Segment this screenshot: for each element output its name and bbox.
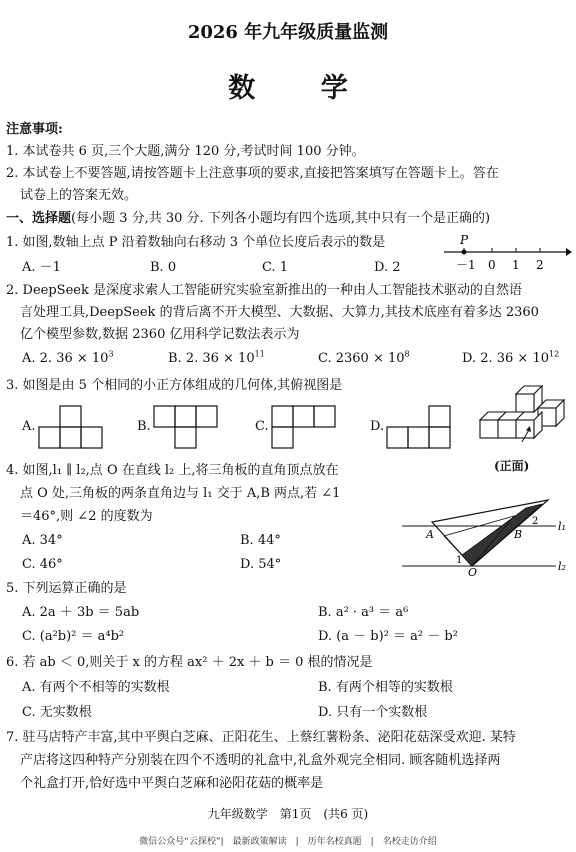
q6-option-d: D. 只有一个实数根 [318, 705, 428, 720]
q4-option-c: C. 46° [22, 557, 63, 572]
notice-item-2-line1: 2. 本试卷上不要答题,请按答题卡上注意事项的要求,直接把答案填写在答题卡上。答在 [6, 166, 499, 181]
section-heading [6, 210, 490, 227]
section-title: 一、选择题 [6, 211, 72, 226]
question-7-line3: 个礼盒打开,恰好选中平舆白芝麻和泌阳花菇的概率是 [20, 776, 324, 791]
subject-title: 数 学 [228, 73, 376, 104]
q1-option-c: C. 1 [262, 260, 289, 275]
source-watermark: 微信公众号“云探校”| 最新政策解读 | 历年名校真题 | 名校走访介绍 [139, 837, 437, 847]
q5-option-d: D. (a － b)² ＝ a² － b² [318, 629, 458, 644]
q5-option-a: A. 2a ＋ 3b ＝ 5ab [22, 605, 140, 620]
question-2-line1: 2. DeepSeek 是深度求索人工智能研究实验室新推出的一种由人工智能技术驱动的自然语 [6, 283, 522, 298]
q3-option-c-figure [271, 404, 337, 450]
q2-option-c: C. $2360 \times 10^8$ [318, 349, 410, 366]
label-angle-2: 2 [532, 516, 539, 527]
point-p-dot [462, 250, 467, 255]
q3-option-d-figure [386, 404, 452, 450]
q5-option-c: C. (a²b)² ＝ a⁴b² [22, 629, 125, 644]
q3-option-b-label: B. [137, 419, 151, 434]
question-2-line2: 言处理工具,DeepSeek 的背后离不开大模型、大数据、大算力,其技术底座有着多达 2360 [20, 305, 539, 320]
label-b: B [514, 528, 523, 541]
question-4-line1: 4. 如图,l₁ ∥ l₂,点 O 在直线 l₂ 上,将三角板的直角顶点放在 [6, 463, 339, 478]
q2-option-b: B. 2. $36 \times 10^{11}$ [168, 349, 265, 366]
question-1-text: 1. 如图,数轴上点 P 沿着数轴向右移动 3 个单位长度后表示的数是 [6, 235, 386, 250]
question-6-text: 6. 若 ab ＜ 0,则关于 x 的方程 ax² ＋ 2x ＋ b ＝ 0 根的情况是 [6, 655, 373, 670]
exam-title: 2026 年九年级质量监测 [187, 22, 389, 43]
label-l2: l₂ [558, 560, 566, 573]
q3-solid-figure [478, 380, 572, 448]
number-line-arrow [566, 248, 572, 256]
section-instructions: (每小题 3 分,共 30 分. 下列各小题均有四个选项,其中只有一个是正确的) [71, 211, 491, 226]
question-4-line3: ＝46°,则 ∠2 的度数为 [20, 509, 153, 524]
q3-front-label: (正面) [494, 459, 530, 473]
q3-option-a-label: A. [22, 419, 36, 434]
q5-option-b: B. a² · a³ ＝ a⁶ [318, 605, 409, 620]
q3-option-c-label: C. [255, 419, 269, 434]
question-7-line2: 产店将这四种特产分别装在四个不透明的礼盒中,礼盒外观完全相同. 顾客随机选择两 [20, 753, 501, 768]
q1-option-b: B. 0 [150, 260, 177, 275]
tick-label-1: 1 [512, 258, 520, 272]
q3-option-b-figure [153, 404, 219, 450]
label-angle-1: 1 [456, 555, 463, 566]
q1-option-d: D. 2 [374, 260, 401, 275]
number-line-figure [440, 232, 572, 276]
q6-option-c: C. 无实数根 [22, 705, 92, 720]
question-2-line3: 亿个模型参数,数据 2360 亿用科学记数法表示为 [20, 327, 300, 342]
q1-option-a: A. －1 [22, 260, 61, 275]
q4-option-d: D. 54° [240, 557, 282, 572]
question-3-text: 3. 如图是由 5 个相同的小正方体组成的几何体,其俯视图是 [6, 378, 343, 393]
question-7-line1: 7. 驻马店特产丰富,其中平舆白芝麻、正阳花生、上蔡红薯粉条、泌阳花菇深受欢迎. 某特 [6, 730, 516, 745]
q4-figure [396, 486, 572, 576]
q4-option-b: B. 44° [240, 533, 281, 548]
label-o: O [468, 566, 478, 576]
q6-option-a: A. 有两个不相等的实数根 [22, 680, 170, 695]
tick-label-neg1: －1 [456, 258, 476, 272]
notice-item-2-line2: 试卷上的答案无效。 [20, 188, 138, 203]
question-5-text: 5. 下列运算正确的是 [6, 581, 127, 596]
notice-heading: 注意事项: [6, 122, 63, 137]
q2-option-a: A. 2. $36 \times 10^3$ [22, 349, 114, 366]
label-a: A [426, 528, 434, 541]
notice-item-1: 1. 本试卷共 6 页,三个大题,满分 120 分,考试时间 100 分钟。 [6, 144, 365, 159]
question-4-line2: 点 O 处,三角板的两条直角边与 l₁ 交于 A,B 两点,若 ∠1 [20, 486, 341, 501]
q3-option-d-label: D. [370, 419, 385, 434]
tick-label-0: 0 [488, 258, 496, 272]
tick-label-2: 2 [536, 258, 544, 272]
label-l1: l₁ [558, 520, 566, 533]
ruler-edge [462, 504, 542, 566]
page-footer: 九年级数学 第1页 (共6 页) [207, 807, 369, 821]
q2-option-d: D. 2. $36 \times 10^{12}$ [462, 349, 560, 366]
q3-option-a-figure [38, 404, 104, 450]
point-p-label: P [460, 233, 469, 247]
q4-option-a: A. 34° [22, 533, 63, 548]
q6-option-b: B. 有两个相等的实数根 [318, 680, 453, 695]
